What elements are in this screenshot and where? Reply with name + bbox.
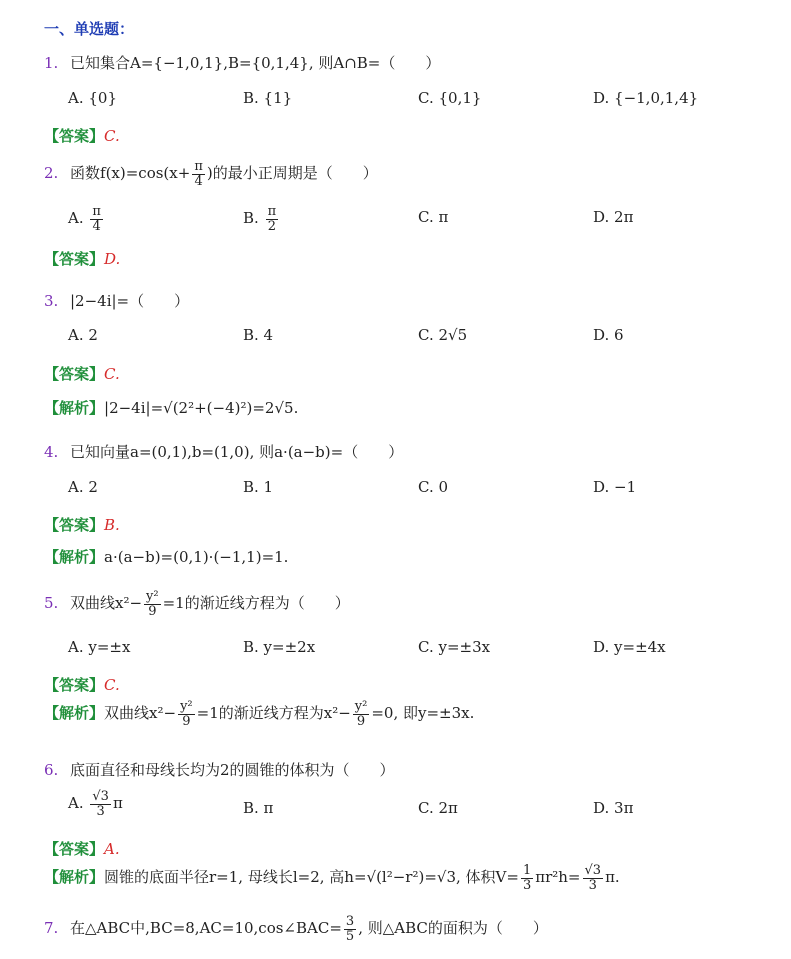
explanation-text: 双曲线x²− [104, 704, 177, 723]
answer-value: D. [104, 250, 121, 268]
explanation-tag: 【解析】 [44, 399, 105, 417]
fraction [90, 205, 103, 233]
option-label: A. [68, 209, 84, 228]
option-c: C. 0 [418, 478, 449, 496]
answer-value: C. [104, 365, 120, 383]
option-d: D. −1 [593, 478, 637, 496]
numerator: y² [146, 589, 159, 604]
explanation-4 [44, 546, 288, 567]
option-d: D. 2π [593, 208, 634, 226]
denominator: 5 [345, 928, 355, 944]
explanation-tag: 【解析】 [44, 548, 105, 566]
answer-4 [44, 514, 120, 535]
explanation-6 [44, 864, 620, 892]
explanation-text: =1的渐近线方程为x²− [196, 704, 351, 723]
answer-1 [44, 125, 120, 146]
explanation-text: a·(a−b)=(0,1)·(−1,1)=1. [104, 548, 289, 566]
option-c: C. {0,1} [418, 89, 482, 107]
fraction [583, 864, 604, 892]
answer-value: A. [104, 840, 120, 858]
fraction [90, 790, 111, 818]
denominator: 9 [144, 604, 161, 619]
numerator: π [194, 159, 203, 174]
explanation-5 [44, 700, 474, 728]
denominator: 9 [353, 714, 370, 729]
denominator: 3 [90, 804, 111, 819]
fraction [353, 700, 370, 728]
answer-value: C. [104, 676, 120, 694]
denominator: 3 [522, 877, 532, 893]
stem-text: , 则△ABC的面积为（ ） [358, 919, 548, 938]
explanation-text: π. [605, 868, 620, 887]
option-d: D. 6 [593, 326, 624, 344]
numerator: y² [354, 699, 368, 714]
answer-3 [44, 363, 120, 384]
stem-text: 在△ABC中,BC=8,AC=10,cos∠BAC= [70, 919, 342, 938]
answer-2 [44, 248, 120, 269]
fraction [192, 160, 205, 188]
option-d: D. 3π [593, 799, 634, 817]
question-6 [44, 759, 395, 780]
question-number: 6. [44, 761, 59, 779]
question-1 [44, 52, 440, 73]
denominator: 2 [266, 219, 279, 234]
option-c: C. y=±3x [418, 638, 491, 656]
answer-tag: 【答案】 [44, 365, 105, 383]
option-b [243, 205, 280, 233]
answer-tag: 【答案】 [44, 516, 105, 534]
option-a [68, 205, 105, 233]
option-a: A. 2 [68, 326, 98, 344]
numerator: 3 [345, 914, 355, 929]
question-number: 1. [44, 54, 59, 72]
numerator: y² [180, 699, 193, 714]
question-stem: 已知向量a=(0,1),b=(1,0), 则a·(a−b)=（ ） [70, 443, 404, 461]
numerator: π [92, 204, 101, 219]
option-b: B. y=±2x [243, 638, 316, 656]
explanation-text: 圆锥的底面半径r=1, 母线长l=2, 高h=√(l²−r²)=√3, 体积V= [104, 868, 519, 887]
denominator: 4 [90, 219, 103, 234]
stem-text: 函数 [70, 164, 101, 183]
section-title: 一、单选题： [44, 20, 135, 38]
denominator: 4 [192, 174, 205, 189]
option-c: C. π [418, 208, 449, 226]
explanation-tag: 【解析】 [44, 704, 105, 723]
option-b: B. π [243, 799, 274, 817]
explanation-tag: 【解析】 [44, 868, 105, 887]
fraction [266, 205, 279, 233]
option-b: B. 1 [243, 478, 274, 496]
stem-formula: f(x)=cos(x+ [100, 164, 191, 183]
stem-text: =1的渐近线方程为（ ） [162, 594, 350, 613]
question-2 [44, 160, 378, 188]
answer-6 [44, 838, 120, 859]
option-b: B. 4 [243, 326, 274, 344]
option-d: D. {−1,0,1,4} [593, 89, 699, 107]
explanation-text: =0, 即y=±3x. [371, 704, 475, 723]
question-number: 2. [44, 164, 59, 183]
explanation-3 [44, 397, 298, 418]
option-tail: π [112, 794, 123, 813]
answer-tag: 【答案】 [44, 127, 105, 145]
numerator: π [267, 204, 277, 219]
numerator: √3 [92, 789, 109, 804]
fraction [521, 864, 533, 892]
question-number: 3. [44, 292, 59, 310]
answer-tag: 【答案】 [44, 250, 105, 268]
option-d: D. y=±4x [593, 638, 666, 656]
question-number: 7. [44, 919, 59, 938]
question-5 [44, 590, 350, 618]
fraction [178, 700, 195, 728]
option-label: B. [243, 209, 259, 228]
answer-5 [44, 674, 120, 695]
question-number: 4. [44, 443, 59, 461]
option-b: B. {1} [243, 89, 293, 107]
stem-text: )的最小正周期是（ ） [206, 164, 378, 183]
denominator: 3 [583, 878, 604, 893]
option-c: C. 2π [418, 799, 458, 817]
denominator: 9 [178, 714, 195, 729]
fraction [144, 590, 161, 618]
option-a: A. y=±x [68, 638, 131, 656]
stem-text: 双曲线x²− [70, 594, 143, 613]
question-number: 5. [44, 594, 59, 613]
numerator: √3 [584, 863, 602, 878]
option-label: A. [68, 794, 84, 813]
fraction [344, 915, 356, 943]
question-stem: |2−4i|=（ ） [70, 292, 190, 310]
option-a: A. 2 [68, 478, 98, 496]
answer-tag: 【答案】 [44, 676, 105, 694]
option-a [68, 790, 123, 818]
explanation-text: |2−4i|=√(2²+(−4)²)=2√5. [104, 399, 299, 417]
explanation-text: πr²h= [535, 868, 581, 887]
question-stem: 已知集合A={−1,0,1},B={0,1,4}, 则A∩B=（ ） [70, 54, 441, 72]
question-7 [44, 915, 548, 943]
answer-value: B. [104, 516, 120, 534]
answer-tag: 【答案】 [44, 840, 105, 858]
question-3 [44, 290, 189, 311]
question-stem: 底面直径和母线长均为2的圆锥的体积为（ ） [70, 761, 395, 779]
answer-value: C. [104, 127, 120, 145]
option-c: C. 2√5 [418, 326, 468, 344]
question-4 [44, 441, 403, 462]
numerator: 1 [522, 863, 532, 878]
option-a: A. {0} [68, 89, 117, 107]
